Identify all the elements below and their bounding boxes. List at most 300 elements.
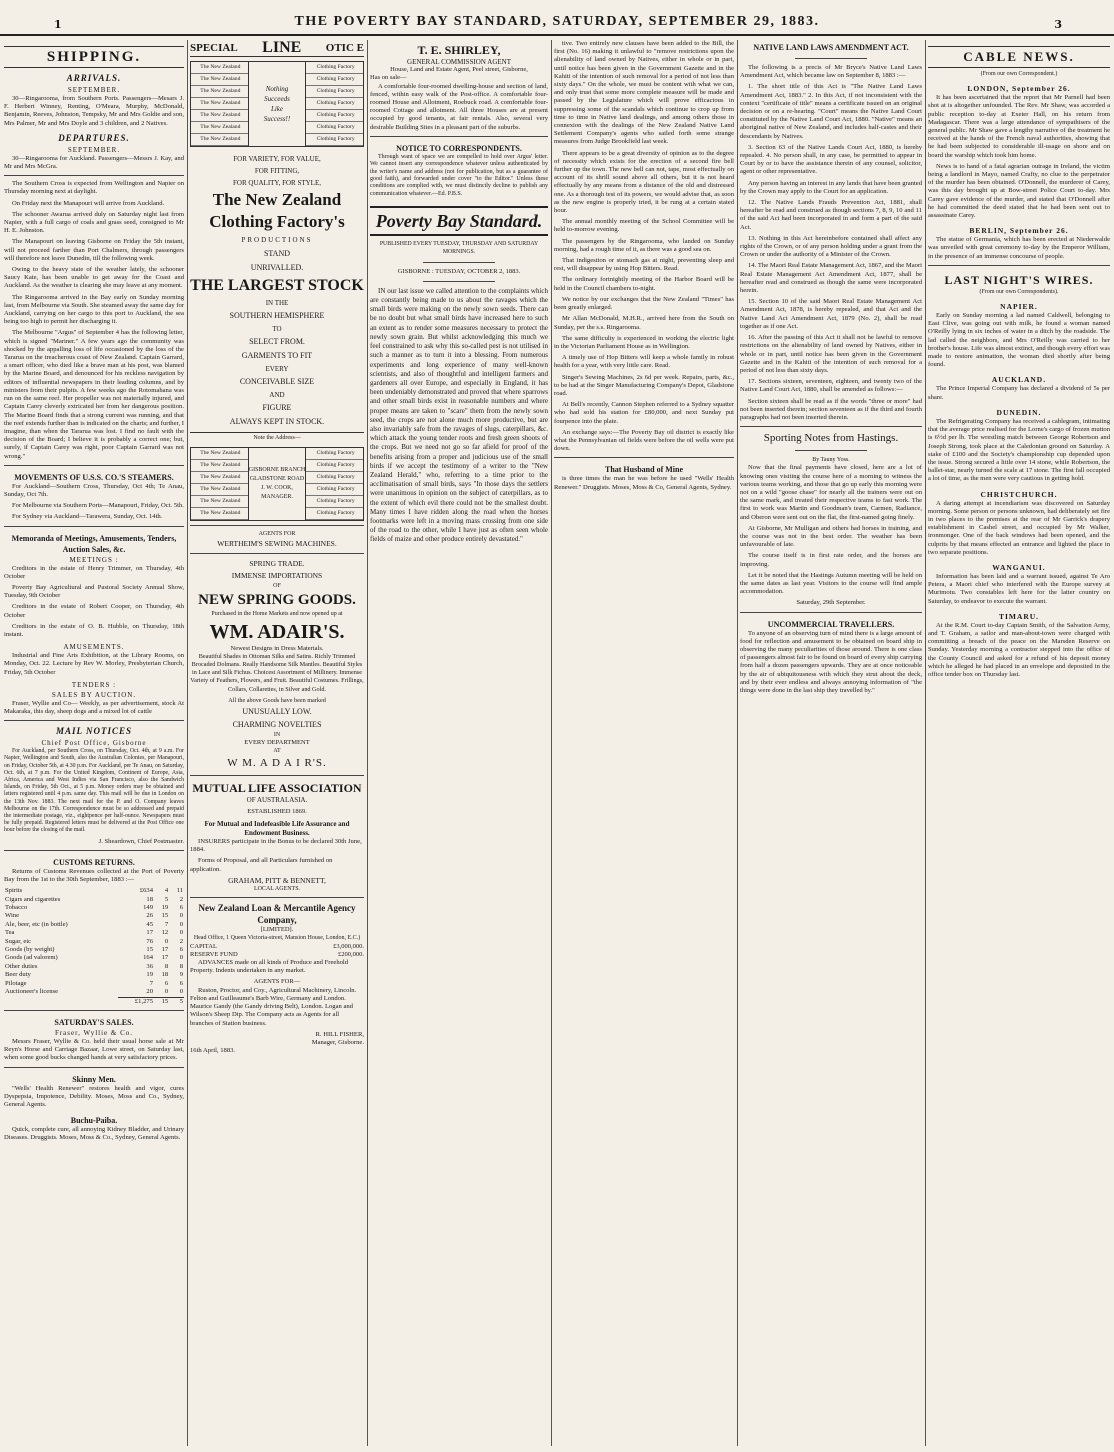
column-rule: [925, 40, 926, 1446]
nz-loan-limited: [LIMITED].: [260, 926, 294, 934]
news-para: Mr Allan McDonald, M.H.R., arrived here from the South on Sunday, per the s.s. Ringarooma.: [554, 315, 734, 331]
customs-cell: 149: [143, 904, 153, 912]
customs-cell: 11: [176, 887, 183, 895]
divider: [4, 175, 184, 176]
nothing-succeeds: [249, 62, 307, 146]
mutual-life-text: INSURERS participate in the Bonus to be declared 30th June, 1884.: [190, 838, 362, 854]
customs-cell: 19: [161, 904, 169, 912]
customs-row: [4, 963, 184, 971]
divider: [4, 526, 184, 527]
sporting-text: Let it be noted that the Hastings Autumn meeting will be held on the same dates as last year. Visitors to the course will find ample accommodation.: [740, 571, 922, 596]
mutual-life-sub: OF AUSTRALASIA.: [246, 795, 308, 804]
christchurch-heading: CHRISTCHURCH.: [980, 489, 1058, 499]
nz-loan-text: ADVANCES made on all kinds of Produce and Freehold Property. Indents undertaken in any market.: [190, 959, 349, 975]
notice-text: Through want of space we are compelled to hold over Argus' letter. We cannot insert any correspondence whatever unless authenticated by the writer's name and address (not for publication, but as a guarantee of good faith), and forwarded under cover "to the Editor." Unless these conditions are complied with, we must distinctly decline to publish any communication whatever.—Ed. P.B.S.: [370, 153, 548, 197]
amusements-heading: AMUSEMENTS.: [63, 643, 125, 652]
saturday-sales-text: Messrs Fraser, Wyllie & Co. held their usual horse sale at Mr Reyn's Horse and Carriage Bazaar, Lowe street, on Saturday last, when some good bucks changed hands at very satisfactory prices.: [4, 1037, 184, 1062]
nz-title: Clothing Factory's: [209, 212, 345, 231]
native-land-para: 17. Sections sixteen, seventeen, eighteen, and twenty two of the Native Land Court Act, 1880, shall be amended as follows:—: [740, 378, 922, 394]
branch-label: Clothing Factory: [306, 484, 363, 496]
news-para: An exchange says:—The Poverty Bay oil district is exactly like what the Pennsylvanian oil fields were before the oil wells were put down.: [554, 428, 734, 453]
customs-cell: 0: [164, 937, 169, 945]
spring-trade: SPRING TRADE.: [249, 559, 305, 569]
native-land-para: 13. Nothing in this Act hereinbefore contained shall affect any rights of the Crown, or of any person holding under a grant from the Crown or under the authority of a Minister of the Crown.: [740, 234, 922, 259]
departures-text: 30—Ringarooma for Auckland. Passengers—Messrs J. Kay, and Mr and Mrs McGra.: [4, 154, 184, 171]
wires-heading: LAST NIGHT'S WIRES.: [944, 272, 1094, 287]
news-para: The passengers by the Ringarooma, who landed on Sunday morning, had a rough time of it, as there was a good sea on.: [554, 237, 734, 253]
column-rule: [367, 40, 368, 1446]
every: EVERY: [265, 365, 289, 373]
customs-cell: 18: [146, 895, 153, 903]
branch-label: The New Zealand: [191, 496, 248, 508]
branch-label: Clothing Factory: [306, 472, 363, 484]
nz-loan-date: 16th April, 1883.: [190, 1047, 236, 1055]
wertheim-sewing: WERTHEIM'S SEWING MACHINES.: [217, 539, 337, 549]
native-land-para: The following is a precis of Mr Bryce's Native Land Laws Amendment Act, which became law on September 8, 1883 :—: [740, 64, 922, 80]
husband-heading: That Husband of Mine: [604, 465, 684, 475]
shipping-para: The Ringarooma arrived in the Bay early on Sunday morning last, from Melbourne via South. She steamed away the same day for Auckland, carrying on her cargo to this port to Auckland, the sea being too high to permit her discharging it.: [4, 293, 184, 326]
capital-value: £3,000,000.: [333, 942, 364, 950]
customs-cell: 7: [149, 979, 153, 987]
customs-cell: Other duties: [5, 962, 38, 970]
auction-text: Fraser, Wyllie and Co— Weekly, as per advertisement, stock At Makaraka, this day, sheep dogs and a mixed lot of cattle: [4, 699, 184, 715]
sporting-heading: Sporting Notes from Hastings.: [763, 432, 899, 445]
sporting-text: At Gisborne, Mr Mulligan and others had horses in training, and the course was not in the best order. The weather has been unfavourable of late.: [740, 524, 922, 549]
customs-table: [4, 887, 184, 1006]
divider: [370, 136, 548, 137]
branch-label: The New Zealand: [191, 460, 248, 472]
uss-line: For Sydney via Auckland—Tarawera, Sunday, Oct. 14th.: [12, 513, 163, 521]
column-rule: [737, 40, 738, 1446]
divider: [190, 775, 364, 776]
nz-loan-agents-for: AGENTS FOR—: [253, 978, 301, 986]
customs-row: [4, 921, 184, 929]
address-line: MANAGER.: [261, 494, 293, 500]
cable-sub: (From our own Correspondent.): [980, 71, 1058, 77]
news-para: A timely use of Hop Bitters will keep a whole family in robust health for a year, with very little care. Read.: [554, 354, 734, 370]
column-rule: [187, 40, 188, 1446]
column-local-news: [554, 40, 734, 1446]
news-para: The same difficulty is experienced in working the electric light in the Victorian Parliament House as in Wellington.: [554, 334, 734, 350]
pbs-dateline: GISBORNE : TUESDAY, OCTOBER 2, 1883.: [397, 267, 521, 275]
select-from: SELECT FROM.: [249, 337, 305, 346]
branch-label: Clothing Factory: [306, 74, 363, 86]
branch-label: The New Zealand: [191, 484, 248, 496]
divider: [4, 850, 184, 851]
customs-row: [4, 971, 184, 979]
uss-heading: MOVEMENTS OF U.S.S. CO.'S STEAMERS.: [14, 472, 174, 482]
ad-heading: Skinny Men.: [72, 1074, 116, 1084]
reserve-label: RESERVE FUND: [190, 950, 238, 958]
customs-row: [4, 904, 184, 912]
customs-cell: 15: [146, 946, 153, 954]
divider: [190, 897, 364, 898]
mail-text: For Auckland, per Southern Cross, on Thursday, Oct. 4th, at 9 a.m. For Napier, Wellington and South, also the Australian Colonies, per Manapouri, on Friday, October 5th, at 4.30 p.m. For Auckland, per Te Anau, on Saturday, Oct. 6th, at 7 p.m. For the United Kingdom, Continent of Europe, Asia, Africa, America and West Indies via San Francisco, also the Sandwich Islands, on Friday, 5th Oct., at 5 p.m. Money orders may be obtained and letters registered until 4 p.m. same day. This mail will be due in London on the 13th Nov. 1883. The next mail for the P. and O. Company leaves Melbourne on the 17th. Correspondence must be so addressed and prepaid the intermediate postage, viz., eightpence per half-ounce. Newspapers must be fully prepaid. Registered letters must be delivered at the Post Office one hour before the closing of the mail.: [4, 748, 184, 834]
tagline: FOR FITTING,: [254, 167, 300, 175]
branch-label: Clothing Factory: [306, 496, 363, 508]
native-land-heading: NATIVE LAND LAWS AMENDMENT ACT.: [753, 43, 909, 52]
column-shipping: [4, 40, 184, 1446]
agents-for: AGENTS FOR: [258, 531, 296, 537]
branch-label: The New Zealand: [191, 98, 248, 110]
branch-list-right: [306, 448, 363, 520]
timaru-heading: TIMARU.: [998, 611, 1040, 621]
shipping-para: The Melbourne "Argus" of September 4 has the following letter, which is signed "Mariner." A few years ago the community was shocked by the appalling loss of life occasioned by the loss of the Tararua on the treacherous coast of New Zealand. Captain Garrard, a smart officer, who died like a brave man at his post, was blamed by the Marine Board, and denounced for his reckless navigation by editors of influential newspapers in their leading columns, and by ministers from their pulpits. A few weeks ago the Rotomahana was run on the same reef. Her propeller was not materially injured, and Captain Carey cleverly extricated her from her dangerous position. The Marine Board finds that a strong current was running, and that the reef extends further than is indicated on the charts; and further, I imagine, than when the Tararua was lost. I find no fault with the decision of the Board; I believe it is probably a correct one; but, surely, if Captain Carey was right, poor Captain Garrard was not wrong.": [4, 329, 184, 460]
meetings-heading: MEETINGS :: [69, 555, 119, 564]
customs-cell: 5: [164, 895, 169, 903]
capital-label: CAPITAL: [190, 942, 217, 950]
unusually-low: UNUSUALLY LOW.: [242, 707, 312, 717]
shipping-para: The Manapouri on leaving Gisborne on Friday the 5th instant, will not proceed farther than Port Chalmers, through passengers will therefore not leave Dunedin, till the following week.: [4, 238, 184, 262]
napier-heading: NAPIER.: [1000, 302, 1038, 312]
slogan-line: Nothing: [265, 85, 289, 93]
column-native-land: [740, 40, 922, 1446]
divider: [4, 720, 184, 721]
customs-cell: Tobacco: [5, 904, 28, 912]
news-para: At Bell's recently, Cannon Stephen referred to a Sydney squatter who had sold his station for £80,000, and next Sunday put fourpence into the plate.: [554, 401, 734, 425]
branch-label: The New Zealand: [191, 62, 248, 74]
special-notice-banner: [190, 40, 364, 57]
divider: [423, 281, 494, 282]
customs-cell: Auctioneer's license: [5, 988, 59, 996]
native-land-para: 15. Section 10 of the said Maori Real Estate Management Act Amendment Act, 1878, is hereby repealed, and that Act and the Native Land Act Amendment Act, 1879 (No. 2), shall be read together as if one Act.: [740, 298, 922, 330]
news-para: That indigestion or stomach gas at night, preventing sleep and rest, will disappear by using Hop Bitters. Read.: [554, 257, 734, 273]
capital-row: [190, 943, 364, 951]
arrivals-heading: ARRIVALS.: [66, 73, 122, 83]
divider: [740, 612, 922, 613]
branch-list-right: [306, 62, 363, 146]
shipping-para: The schooner Awarua arrived duly on Saturday night last from Napier, with a full cargo of coals and grass seed, consigned to Mr H. E. Johnston.: [4, 210, 184, 235]
news-para: The annual monthly meeting of the School Committee will be held to-morrow evening.: [554, 218, 734, 234]
sporting-text: Now that the final payments have closed, here are a lot of knowing ones visiting the course here of a morning to witness the various teams working, and those that go up early this morning were not on a wild "goose chase" for nearly all the trainers were out on the same mark, and treated their respective teams to fast work. The first to work was Martin and Goodman's team, Carmen, Radiance, and Oberon were sent out on the flat, the first-named going finely.: [740, 464, 922, 521]
native-land-para: 16. After the passing of this Act it shall not be lawful to remove restrictions on the alienability of land owned by Natives, either in whole or in part, until notice has been given in the Government Gazette and in the Kahiti of the intention of such removal for a period of not less than sixty days.: [740, 334, 922, 374]
customs-cell: £634: [139, 887, 153, 895]
column-cable-news: [928, 40, 1110, 1446]
customs-cell: Tea: [5, 929, 15, 937]
customs-cell: Pilotage: [5, 979, 27, 987]
branch-label: Clothing Factory: [306, 98, 363, 110]
divider: [4, 1067, 184, 1068]
sporting-byline: By Tauny Yoss.: [812, 457, 850, 464]
customs-cell: 17: [146, 929, 153, 937]
native-land-para: 14. The Maori Real Estate Management Act, 1867, and the Maori Real Estate Management Act Amendment Act, 1877, shall be hereafter read and construed as though the same were incorporated herein.: [740, 262, 922, 295]
tagline: FOR QUALITY, FOR STYLE,: [233, 179, 321, 187]
customs-cell: 12: [161, 929, 169, 937]
shirley-text: A comfortable four-roomed dwelling-house and section of land, fenced, within easy walk of the Post-office. A comfortable four-roomed House and Allotment, Roebuck road. A comfortable four-roomed Cottage and allotment. All three Houses are at present occupied by good tenants, at fair rentals. Also, several very desirable Building Sites in a pleasant part of the suburbs.: [370, 82, 548, 131]
mutual-life-agents: GRAHAM, PITT & BENNETT,: [228, 875, 326, 885]
nz-title: The New Zealand: [212, 190, 342, 209]
address-center: [249, 448, 307, 520]
customs-cell: Ale, beer, etc (in bottle): [5, 920, 68, 928]
branch-list-left: [191, 62, 249, 146]
newest-designs: Newest Designs in Dress Materials.: [230, 644, 324, 652]
auckland-heading: AUCKLAND.: [991, 375, 1047, 385]
address-line: GLADSTONE ROAD: [249, 476, 305, 482]
news-para: The ordinary fortnightly meeting of the Harbor Board will be held in the Council chambers to-night.: [554, 276, 734, 292]
branch-label: The New Zealand: [191, 74, 248, 86]
native-land-para: Section sixteen shall be read as if the words "three or more" had not been inserted therein; section seventeen as if the third and fourth paragraphs had not been inserted therein.: [740, 397, 922, 421]
customs-cell: 4: [164, 887, 169, 895]
tenders-heading: TENDERS :: [71, 680, 117, 689]
branch-label: Clothing Factory: [306, 110, 363, 122]
charming-novelties: CHARMING NOVELTIES: [232, 720, 322, 730]
special-word: SPECIAL: [190, 42, 238, 54]
mutual-life-title: MUTUAL LIFE ASSOCIATION: [192, 780, 362, 795]
nz-loan-sign-title: Manager, Gisborne.: [311, 1038, 364, 1046]
sporting-text: The course itself is in first rate order, and the horses are improving.: [740, 552, 922, 568]
shipping-para: The Southern Cross is expected from Wellington and Napier on Thursday morning next at daylight.: [4, 180, 184, 196]
customs-cell: 6: [179, 904, 183, 912]
branch-label: Clothing Factory: [306, 122, 363, 134]
note-address: Note the Address—: [190, 432, 364, 443]
customs-cell: 8: [179, 962, 183, 970]
and: AND: [269, 391, 285, 399]
taglines: [190, 153, 364, 189]
to: TO: [272, 325, 282, 333]
dunedin-text: The Refrigerating Company has received a cablegram, intimating that the average price realised for the Lorne's cargo of frozen mutton is 6½d per lb. The wrestling match between George Robertson and Joseph Strong, took place at the Caledonian ground on Saturday. A stake of £100 and the Society's championship cup depended upon the issue. Strong secured a little over 14 stone, while Robertson, the ballet-star, nearly turned the scale at 17 stone. The first fall occupied a lot of time, as the men were very cautious in getting hold.: [928, 417, 1110, 483]
branch-label: The New Zealand: [191, 508, 248, 520]
mutual-life-est: ESTABLISHED 1869.: [247, 807, 307, 815]
column-rule: [551, 40, 552, 1446]
amusements-text: Industrial and Fine Arts Exhibition, at the Library Rooms, on Monday, Oct. 22. Lecture by Rev W. Morley, Presbyterian Church, Friday, 5th October: [4, 652, 184, 676]
napier-text: Early on Sunday morning a lad named Caldwell, belonging to East Clive, was going out with milk, he found a woman named O'Reilly lying in six inches of water in a ditch by the roadside. The lad called the neighbors, and Mrs O'Reilly was carried to her brother's house. Life was almost extinct, and though every effort was made to restore animation, the woman died shortly after being found.: [928, 312, 1110, 369]
husband-text: is three times the man he was before he used "Wells' Health Renewer." Druggists. Moses, Moss & Co, General Agents, Sydney.: [554, 475, 734, 491]
divider: [928, 265, 1110, 266]
always-in-stock: ALWAYS KEPT IN STOCK.: [229, 417, 325, 426]
customs-cell: Cigars and cigarettes: [5, 895, 61, 903]
arrivals-month: SEPTEMBER.: [67, 86, 121, 94]
london-text: It has been ascertained that the report that Mr Parnell had been shot at is altogether unfounded. The Rev. Mr Shaw, was accorded a public reception to-day at Exeter Hall, on his return from Madagascar. There was a large attendance of sympathisers of the general public. Mr Shaw gave a lengthy narrative of the treatment he received at the hands of the French naval authorities, showing that he had been subjected to considerable ill-usage on shore and on board the warship which took him home.: [928, 94, 1110, 159]
branch-label: The New Zealand: [191, 86, 248, 98]
line-word: LINE: [262, 40, 302, 56]
customs-cell: 0: [179, 988, 183, 996]
branch-label: The New Zealand: [191, 110, 248, 122]
all-above: All the above Goods have been marked: [228, 696, 326, 704]
customs-cell: 0: [179, 954, 183, 962]
nz-loan-office: Head Office, 1 Queen Victoria-street, Mansion House, London, E.C.): [193, 935, 361, 942]
in-the: IN THE: [265, 299, 289, 307]
customs-cell: Spirits: [5, 887, 23, 895]
departures-month: SEPTEMBER.: [67, 145, 121, 154]
native-land-para: Any person having an interest in any lands that have been granted by the Crown may apply to the Court for an application.: [740, 179, 922, 195]
ad-heading: Buchu-Paiba.: [70, 1116, 118, 1126]
customs-cell: 0: [179, 929, 183, 937]
auction-heading: SALES BY AUCTION.: [51, 690, 137, 699]
nz-loan-title: New Zealand Loan & Mercantile Agency Company,: [198, 903, 356, 926]
customs-row: [4, 887, 184, 895]
customs-row: [4, 954, 184, 962]
at: AT: [273, 748, 281, 755]
divider: [795, 450, 868, 451]
wanganui-heading: WANGANUI.: [992, 562, 1046, 572]
adair-name: WM. ADAIR'S.: [209, 620, 345, 643]
garments: GARMENTS TO FIT: [241, 351, 313, 360]
customs-intro: Returns of Customs Revenues collected at the Port of Poverty Bay from the 1st to the 30th September, 1883 :—: [4, 867, 184, 884]
shirley-title: T. E. SHIRLEY,: [417, 43, 501, 57]
pbs-title: Poverty Bay Standard.: [370, 206, 548, 236]
column-editorial: [370, 40, 548, 1446]
branch-label: The New Zealand: [191, 134, 248, 146]
customs-cell: 36: [146, 962, 153, 970]
branch-grid: [190, 61, 364, 147]
tagline: FOR VARIETY, FOR VALUE,: [233, 155, 321, 163]
mail-subheading: Chief Post Office, Gisborne: [41, 739, 147, 748]
customs-cell: 18: [161, 971, 169, 979]
news-para: Singer's Sewing Machines, 2s 6d per week. Repairs, parts, &c., to be had at the Singer Manufacturing Company's Depot, Gladstone road.: [554, 373, 734, 397]
customs-cell: 45: [146, 920, 153, 928]
slogan-line: Like: [270, 105, 284, 113]
customs-row: [4, 946, 184, 954]
address-grid: [190, 447, 364, 521]
news-para: There appears to be a great diversity of opinion as to the degree of necessity which exists for the erection of a second fire bell further up the town. The new bell can not, tape, most effectually on account of its shrill sound above all others, but it is not heard effectually by any means from a distance of the old and distressed one. As a thorough test of its powers, we would advise that, as soon as the new engine is properly tried, it be rung at a certain stated hour.: [554, 149, 734, 215]
branch-label: Clothing Factory: [306, 508, 363, 520]
customs-cell: 0: [164, 988, 169, 996]
saturday-sales-heading: SATURDAY'S SALES.: [54, 1017, 134, 1027]
customs-row: [4, 912, 184, 920]
branch-label: Clothing Factory: [306, 62, 363, 74]
conceivable-size: CONCEIVABLE SIZE: [239, 377, 315, 386]
news-para: We notice by our exchanges that the New Zealand "Times" has been greatly enlarged.: [554, 295, 734, 312]
customs-heading: CUSTOMS RETURNS.: [53, 857, 135, 867]
southern-hemisphere: SOUTHERN HEMISPHERE: [229, 311, 325, 320]
leader-article: IN our last issue we called attention to the complaints which are constantly being made to us about the ravages which the small birds were making on the newly sown seeds. There can be no doubt but what small birds have increased here to such an extent as to render some measures necessary to protect the newly sown grain. But whilst acknowledging this much we feel constrained to ask why this so-called pest is not utilised in such a manner as to turn it into a blessing. From numerous experiments and long experience of many well-known scientists, and also of thoughtful and intelligent farmers and gardeners all over Europe, and especially in England, it has been undeniably demonstrated and proved that where sparrows and other small birds exist in reasonable numbers and where proper means are taken to "scare" them from the newly sown seed, the crops are not alone much more productive, but are also invariably safe from the ravages of slugs, caterpillars, &c. which attack the young tender roots and fresh green shoots of the crops. But we need not go so far afield for proof of the benefits arising from a proper and judicious use of the small birds if we accept the testimony of a writer to the "New Zealand Herald," who, referring to a time prior to the acclimatisation of small birds, says "In those days the settlers were unanimous in opinion on the subject of caterpillars, as to the extent of which evil there could not be the smallest doubt. Many times I have ridden along the road when the horses footmarks were left in a moving mass crossing from one side of the road to the other, while I have just as often seen whole fields of maize and other produce entirely devastated.": [370, 286, 548, 544]
customs-cell: [4, 997, 118, 1006]
branch-label: The New Zealand: [191, 472, 248, 484]
meeting-line: Creditors in the estate of O. B. Hubble, on Thursday, 18th instant.: [4, 622, 184, 638]
dunedin-heading: DUNEDIN.: [996, 407, 1042, 417]
every-department: EVERY DEPARTMENT: [244, 739, 310, 747]
shirley-address: House, Land and Estate Agent, Peel street, Gisborne,: [390, 66, 528, 74]
reserve-row: [190, 951, 364, 959]
purchased-text: Purchased in the Home Markets and now opened up at: [211, 611, 343, 618]
divider: [190, 553, 364, 554]
page-mark-left: 1: [54, 18, 62, 31]
notice-word: OTIC E: [325, 42, 364, 54]
stand: STAND: [263, 249, 291, 258]
shipping-para: On Friday next the Manapouri will arrive from Auckland.: [12, 199, 165, 207]
customs-cell: Goods (by weight): [5, 946, 55, 954]
divider: [423, 262, 494, 263]
customs-cell: 6: [164, 979, 169, 987]
notice-heading: NOTICE TO CORRESPONDENTS.: [396, 143, 522, 153]
slogan-line: Success!!: [263, 115, 291, 123]
customs-total-cell: 15: [154, 997, 169, 1006]
customs-cell: 2: [179, 937, 183, 945]
newspaper-title: THE POVERTY BAY STANDARD, SATURDAY, SEPTEMBER 29, 1883.: [294, 14, 820, 29]
divider: [4, 1010, 184, 1011]
customs-total-cell: 5: [169, 997, 184, 1006]
address-line: GISBORNE BRANCH: [248, 467, 306, 473]
shirley-sub: GENERAL COMMISSION AGENT: [407, 58, 511, 66]
christchurch-text: A daring attempt at incendiarism was discovered on Saturday morning. Some person or persons unknown, had deliberately set fire in two places to the premises at the rear of Mr Garrick's drapery establishment in Cashel street, and occupied by Mr Walker, ironmonger. One of the back windows had been opened, and the culprits by that means effected an entrance and lighted the place in two separate positions.: [928, 499, 1110, 556]
customs-cell: Beer duty: [5, 971, 31, 979]
address-line: J. W. COOK,: [261, 485, 293, 491]
customs-cell: 6: [179, 946, 183, 954]
customs-cell: 76: [146, 937, 153, 945]
customs-cell: 17: [161, 954, 169, 962]
goods-list: Beautiful Shades in Ottoman Silks and Satins. Richly Trimmed Brocaded Dolmans. Really Handsome Silk Mantles. Beautiful Styles in Lace and Silk Fichus. Choicest Assortment of Millinery. Immense Variety of Feathers, Flowers, and Fruit. Beautiful Costumes. Frillings, Collars, Collarettes, in Silver and Gold.: [190, 652, 364, 693]
customs-row: [4, 929, 184, 937]
arrivals-text: 30—Ringarooma, from Southern Ports. Passengers—Mesars J. F. Herbert Winney, Renting, O'Meara, Murphy, McDonald, Benjamin, Reeves, Johnston, Tempsky, Mr and Mrs Goldie and son, Mrs Palmer, Mr and Mrs Doyle and 3 children, and 2 Natives.: [4, 95, 184, 127]
wanganui-text: Information has been laid and a warrant issued, against Te Aro Petera, a Maori chief who interfered with the Europe survey at Murimotu. Two constables left here for the latter country on Saturday, to endeavor to execute the warrant.: [928, 572, 1110, 605]
new-spring-goods: NEW SPRING GOODS.: [198, 592, 356, 609]
customs-cell: 9: [179, 971, 183, 979]
meeting-line: Creditors in the estate of Henry Trimmer, on Thursday, 4th October: [4, 564, 184, 580]
ad-text: Quick, complete cure, all annoying Kidney Bladder, and Urinary Diseases. Druggists. Moses, Moss & Co., Sydney, General Agents.: [4, 1126, 184, 1142]
customs-cell: Wine: [5, 912, 20, 920]
customs-row: [4, 896, 184, 904]
london-text: News is to hand of a fatal agrarian outrage in Ireland, the victim being a landlord in Mayo, named Crafty, no clue to the perpetrator of the murder has been obtained. O'Donnell, the murderer of Carey, was this day brought up at Bow-street Police Court to-day. Mrs Carey gave evidence of the murder, and stated that O'Donnell after he had committed the deed stated that he had been sent out to assassinate Carey.: [928, 162, 1110, 220]
meeting-line: Creditors in the estate of Robert Cooper, on Thursday, 4th October: [4, 603, 184, 619]
unrivalled: UNRIVALLED.: [250, 263, 304, 272]
branch-label: Clothing Factory: [306, 448, 363, 460]
sporting-date: Saturday, 29th September.: [796, 599, 866, 607]
timaru-text: At the R.M. Court to-day Captain Smith, of the Salvation Army, and T. Graham, a sailor and man-about-town were charged with committing a breach of the peace on the Marsden Reserve on Sunday. Yesterday morning a contractor stepped into the office of the County Council and asked for a refund of his deposit money which he alleged he had placed in an envelope and deposited in the office tender box on Thursday last.: [928, 621, 1110, 678]
uncommercial-heading: UNCOMMERCIAL TRAVELLERS.: [767, 619, 895, 629]
column-clothing-ads: [190, 40, 364, 1446]
native-land-para: 12. The Native Lands Frauds Prevention Act, 1881, shall hereafter be read and construed as though sections 7, 8, 9, 10 and 11 of the said Act had been incorporated in and form a part of the said Act.: [740, 199, 922, 231]
shipping-heading: SHIPPING.: [4, 46, 184, 68]
auckland-text: The Prince Imperial Company has declared a dividend of 5s per share.: [928, 385, 1110, 401]
saturday-sales-sub: Fraser, Wyllie & Co.: [54, 1028, 134, 1037]
figure: FIGURE: [262, 403, 292, 412]
nz-loan-sign: R. HILL FISHER,: [315, 1030, 364, 1038]
customs-row: [4, 988, 184, 997]
customs-cell: 164: [143, 954, 153, 962]
immense-importations: IMMENSE IMPORTATIONS: [231, 571, 323, 581]
customs-cell: 0: [179, 920, 183, 928]
customs-cell: Goods (ad valorem): [5, 954, 58, 962]
pbs-publication: PUBLISHED EVERY TUESDAY, THURSDAY AND SATURDAY MORNINGS.: [379, 241, 539, 256]
customs-cell: 17: [161, 946, 169, 954]
nz-loan-agents-text: Ruston, Proctor, and Coy., Agricultural Machinery, Lincoln. Felton and Guilleaume's Barb Wire, Germany and London. Maurice Gandy (the Gandy driving Belt), London. Logan and Wilson's Sheep Dip. The Company acts as Agents for all branches of Station business.: [190, 986, 357, 1027]
cable-heading: CABLE NEWS.: [928, 46, 1110, 68]
uncommercial-text: To anyone of an observing turn of mind there is a large amount of food for reflection and amusement to be obtained on board ship in observing the many peculiarities of those around. There is one class of passengers almost fair to be found on board of every ship carrying from half a dozen passengers upwards. They are at once noticeable by the air of ubiquitousness with which they strut about the deck, and by their ever endless and always annoying information of "the things were done in the last ship they travelled by.": [740, 629, 922, 694]
london-heading: LONDON, September 26.: [967, 84, 1071, 94]
branch-label: Clothing Factory: [306, 134, 363, 146]
berlin-heading: BERLIN, September 26.: [969, 226, 1069, 236]
masthead: [0, 0, 1114, 36]
page-number: 3: [1054, 18, 1062, 31]
ad-text: "Wells' Health Renewer" restores health and vigor, cures Dyspepsia, Impotence, Debility. Moses, Moss and Co., Sydney, General Agents.: [4, 1084, 184, 1108]
customs-row: [4, 980, 184, 988]
divider: [190, 525, 364, 526]
customs-total-row: [4, 997, 184, 1006]
berlin-text: The statue of Germania, which has been erected at Niederwalde was unveiled with great ceremony to-day by the Emperor William, in the presence of an immense concourse of people.: [928, 236, 1110, 260]
largest-stock: THE LARGEST STOCK: [190, 277, 364, 294]
uss-line: For Auckland—Southern Cross, Thursday, Oct 4th; Te Anau, Sunday, Oct 7th.: [4, 482, 184, 498]
divider: [795, 58, 868, 59]
customs-cell: Sugar, etc: [5, 937, 32, 945]
departures-heading: DEPARTURES.: [58, 132, 130, 143]
divider: [4, 465, 184, 466]
slogan-line: Succeeds: [264, 95, 290, 103]
divider: [740, 426, 922, 427]
customs-cell: 8: [164, 962, 169, 970]
uss-line: For Melbourne via Southern Ports—Manapouri, Friday, Oct. 5th.: [12, 502, 184, 510]
customs-cell: 20: [146, 988, 153, 996]
in: IN: [273, 732, 281, 739]
shirley-on-sale: Has on sale—: [370, 74, 407, 82]
customs-cell: 0: [179, 912, 183, 920]
customs-cell: 26: [146, 912, 153, 920]
of: OF: [273, 583, 281, 590]
branch-list-left: [191, 448, 249, 520]
customs-total-cell: £1,275: [118, 997, 154, 1006]
mutual-life-forms: Forms of Proposal, and all Particulars furnished on application.: [190, 857, 333, 873]
customs-cell: 7: [164, 920, 169, 928]
news-para: tive. Two entirely new clauses have been added to the Bill, the first (No. 16) making it unlawful to "remove restrictions upon the alienability of land owned by Natives, either in whole or in part, until notice has been given in the Government Gazette and in the Kahiti of the intention of such removal for a period of not less than sixty days." On the whole, we must be content with what we can, and only trust that some more complete measure will be made and passed by the Legislature which will prove efficacious in suppressing some of the scandals which continue to crop up from time to time in Native land dealings, and among others those in connexion with the dealings of the New Zealand Native Land Settlement Company's agents who sailed forth some strange measures from Judge Brookfield last week.: [554, 40, 734, 146]
